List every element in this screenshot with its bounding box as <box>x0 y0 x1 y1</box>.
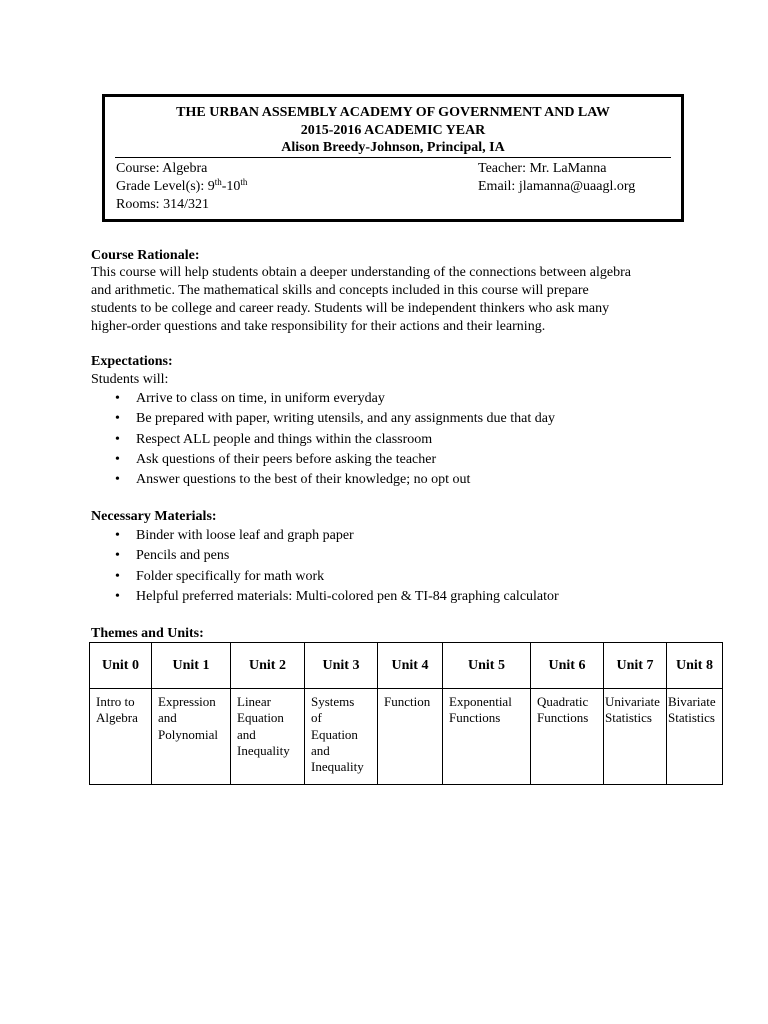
principal-name: Alison Breedy-Johnson, Principal, IA <box>281 140 505 155</box>
list-item: • Folder specifically for math work <box>91 567 559 587</box>
unit-topic: Intro to Algebra <box>90 689 152 785</box>
bullet-icon: • <box>115 528 120 543</box>
unit-header: Unit 7 <box>604 643 667 689</box>
rooms: Rooms: 314/321 <box>116 197 209 212</box>
bullet-icon: • <box>115 548 120 564</box>
unit-header: Unit 4 <box>378 643 443 689</box>
unit-header: Unit 1 <box>152 643 231 689</box>
list-item: • Ask questions of their peers before asking the teacher <box>91 450 555 470</box>
expectations-title: Expectations: <box>91 354 173 369</box>
unit-topic: Univariate Statistics <box>604 689 667 785</box>
academic-year: 2015-2016 ACADEMIC YEAR <box>300 123 486 138</box>
rationale-text <box>91 264 631 336</box>
list-item: • Answer questions to the best of their knowledge; no opt out <box>91 470 555 490</box>
list-item: • Binder with loose leaf and graph paper <box>91 526 559 546</box>
rationale-line: and arithmetic. The mathematical skills and concepts included in this course will prepare <box>91 283 589 298</box>
grade-level: Grade Level(s): 9th-10th <box>116 177 248 194</box>
school-name: THE URBAN ASSEMBLY ACADEMY OF GOVERNMENT AND LAW <box>176 105 610 120</box>
rationale-line: This course will help students obtain a deeper understanding of the connections between algebra <box>91 265 631 280</box>
unit-header: Unit 8 <box>667 643 723 689</box>
unit-header: Unit 3 <box>305 643 378 689</box>
rationale-line: students to be college and career ready. Students will be independent thinkers who ask many <box>91 301 610 316</box>
course-name: Course: Algebra <box>116 161 208 176</box>
bullet-icon: • <box>115 568 120 584</box>
unit-topic: Function <box>378 689 443 785</box>
unit-topic: Quadratic Functions <box>531 689 604 785</box>
materials-title: Necessary Materials: <box>91 509 217 524</box>
rationale-line: higher-order questions and take responsibility for their actions and their learning. <box>91 319 546 334</box>
table-header-row <box>90 643 723 689</box>
list-item: • Respect ALL people and things within the classroom <box>91 430 555 450</box>
rationale-title: Course Rationale: <box>91 248 200 263</box>
bullet-icon: • <box>115 411 120 427</box>
unit-topic: Linear Equation and Inequality <box>231 689 305 785</box>
materials-list <box>91 526 559 607</box>
bullet-icon: • <box>115 451 120 467</box>
unit-topic: Bivariate Statistics <box>667 689 723 785</box>
bullet-icon: • <box>115 391 120 406</box>
unit-topic: Exponential Functions <box>443 689 531 785</box>
unit-topic: Expression and Polynomial <box>152 689 231 785</box>
units-table <box>89 642 723 785</box>
teacher-name: Teacher: Mr. LaManna <box>478 161 607 176</box>
unit-header: Unit 2 <box>231 643 305 689</box>
unit-header: Unit 0 <box>90 643 152 689</box>
unit-header: Unit 6 <box>531 643 604 689</box>
bullet-icon: • <box>115 588 120 604</box>
bullet-icon: • <box>115 431 120 447</box>
header-box <box>102 94 684 222</box>
list-item: • Be prepared with paper, writing utensils, and any assignments due that day <box>91 409 555 429</box>
table-row <box>90 689 723 785</box>
header-divider <box>115 157 671 158</box>
unit-topic: Systems of Equation and Inequality <box>305 689 378 785</box>
teacher-email: Email: jlamanna@uaagl.org <box>478 179 636 194</box>
bullet-icon: • <box>115 472 120 488</box>
list-item: • Helpful preferred materials: Multi-colored pen & TI-84 graphing calculator <box>91 587 559 607</box>
unit-header: Unit 5 <box>443 643 531 689</box>
list-item: • Arrive to class on time, in uniform everyday <box>91 389 555 409</box>
units-title: Themes and Units: <box>91 626 204 641</box>
list-item: • Pencils and pens <box>91 546 559 566</box>
expectations-intro: Students will: <box>91 372 169 387</box>
expectations-list <box>91 389 555 490</box>
